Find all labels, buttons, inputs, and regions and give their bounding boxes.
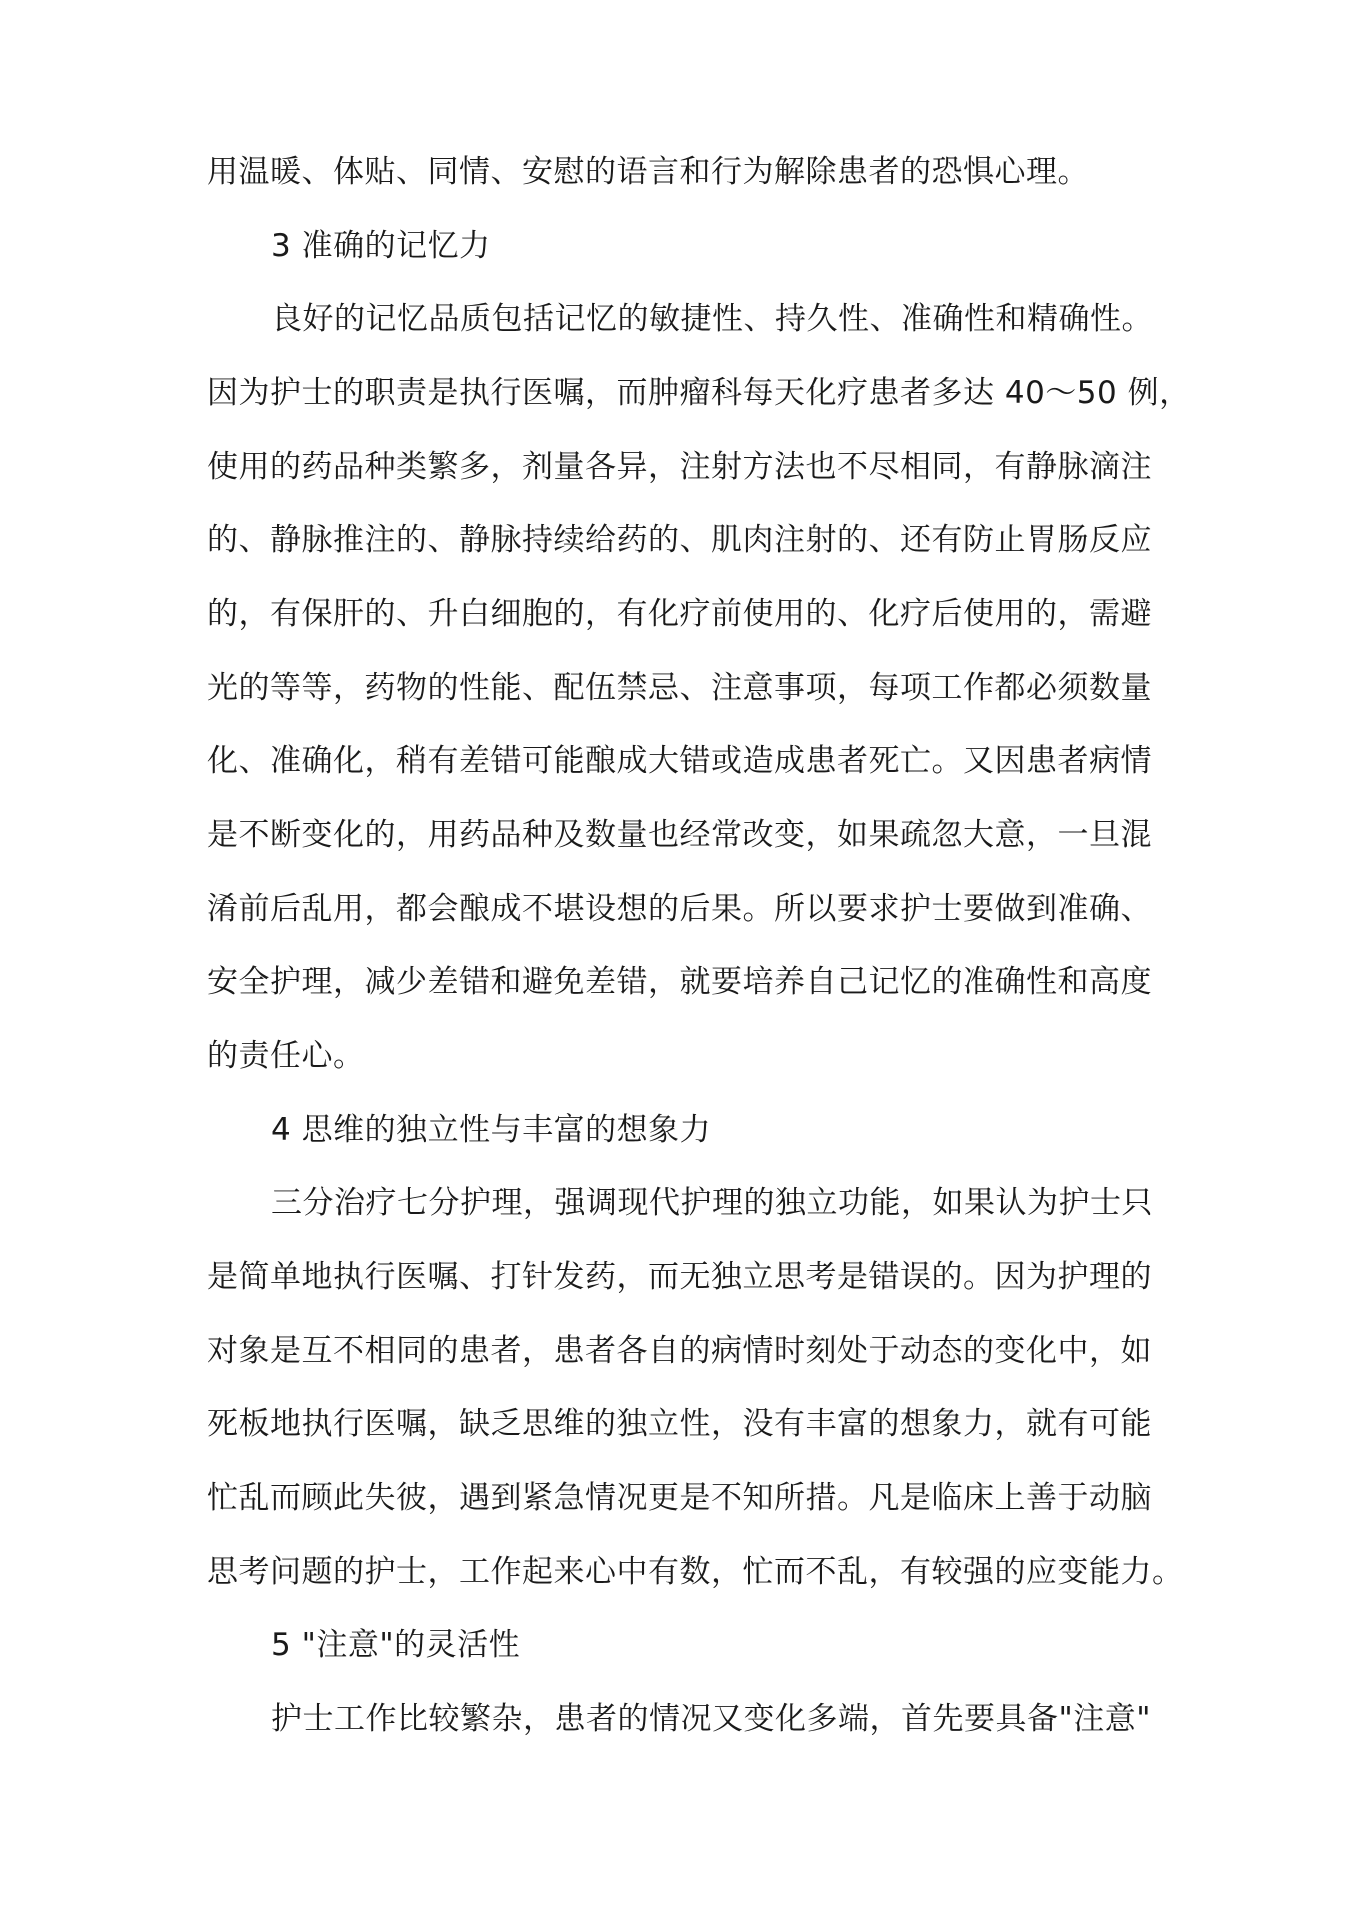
text-line: 安全护理，减少差错和避免差错，就要培养自己记忆的准确性和高度	[207, 964, 1152, 1000]
text-line: 的责任心。	[207, 1038, 365, 1074]
text-line: 化、准确化，稍有差错可能酿成大错或造成患者死亡。又因患者病情	[207, 743, 1152, 779]
text-line: 是简单地执行医嘱、打针发药，而无独立思考是错误的。因为护理的	[207, 1259, 1152, 1295]
text-line: 对象是互不相同的患者，患者各自的病情时刻处于动态的变化中，如	[207, 1333, 1152, 1369]
section-heading: 4 思维的独立性与丰富的想象力	[271, 1112, 712, 1148]
text-line: 因为护士的职责是执行医嘱，而肿瘤科每天化疗患者多达 40～50 例，	[207, 375, 1191, 411]
text-line: 护士工作比较繁杂，患者的情况又变化多端，首先要具备"注意"	[271, 1701, 1152, 1737]
text-line: 的，有保肝的、升白细胞的，有化疗前使用的、化疗后使用的，需避	[207, 596, 1152, 632]
text-line: 是不断变化的，用药品种及数量也经常改变，如果疏忽大意，一旦混	[207, 817, 1152, 853]
text-line: 死板地执行医嘱，缺乏思维的独立性，没有丰富的想象力，就有可能	[207, 1406, 1152, 1442]
text-line: 的、静脉推注的、静脉持续给药的、肌肉注射的、还有防止胃肠反应	[207, 522, 1152, 558]
text-line: 使用的药品种类繁多，剂量各异，注射方法也不尽相同，有静脉滴注	[207, 449, 1152, 485]
text-line: 淆前后乱用，都会酿成不堪设想的后果。所以要求护士要做到准确、	[207, 891, 1152, 927]
text-line: 忙乱而顾此失彼，遇到紧急情况更是不知所措。凡是临床上善于动脑	[207, 1480, 1152, 1516]
text-line: 光的等等，药物的性能、配伍禁忌、注意事项，每项工作都必须数量	[207, 670, 1152, 706]
section-heading: 3 准确的记忆力	[271, 228, 491, 264]
text-line: 良好的记忆品质包括记忆的敏捷性、持久性、准确性和精确性。	[271, 301, 1153, 337]
text-line: 三分治疗七分护理，强调现代护理的独立功能，如果认为护士只	[271, 1185, 1153, 1221]
text-line: 思考问题的护士，工作起来心中有数，忙而不乱，有较强的应变能力。	[207, 1554, 1184, 1590]
text-line: 用温暖、体贴、同情、安慰的语言和行为解除患者的恐惧心理。	[207, 154, 1089, 190]
section-heading: 5 "注意"的灵活性	[271, 1627, 521, 1663]
